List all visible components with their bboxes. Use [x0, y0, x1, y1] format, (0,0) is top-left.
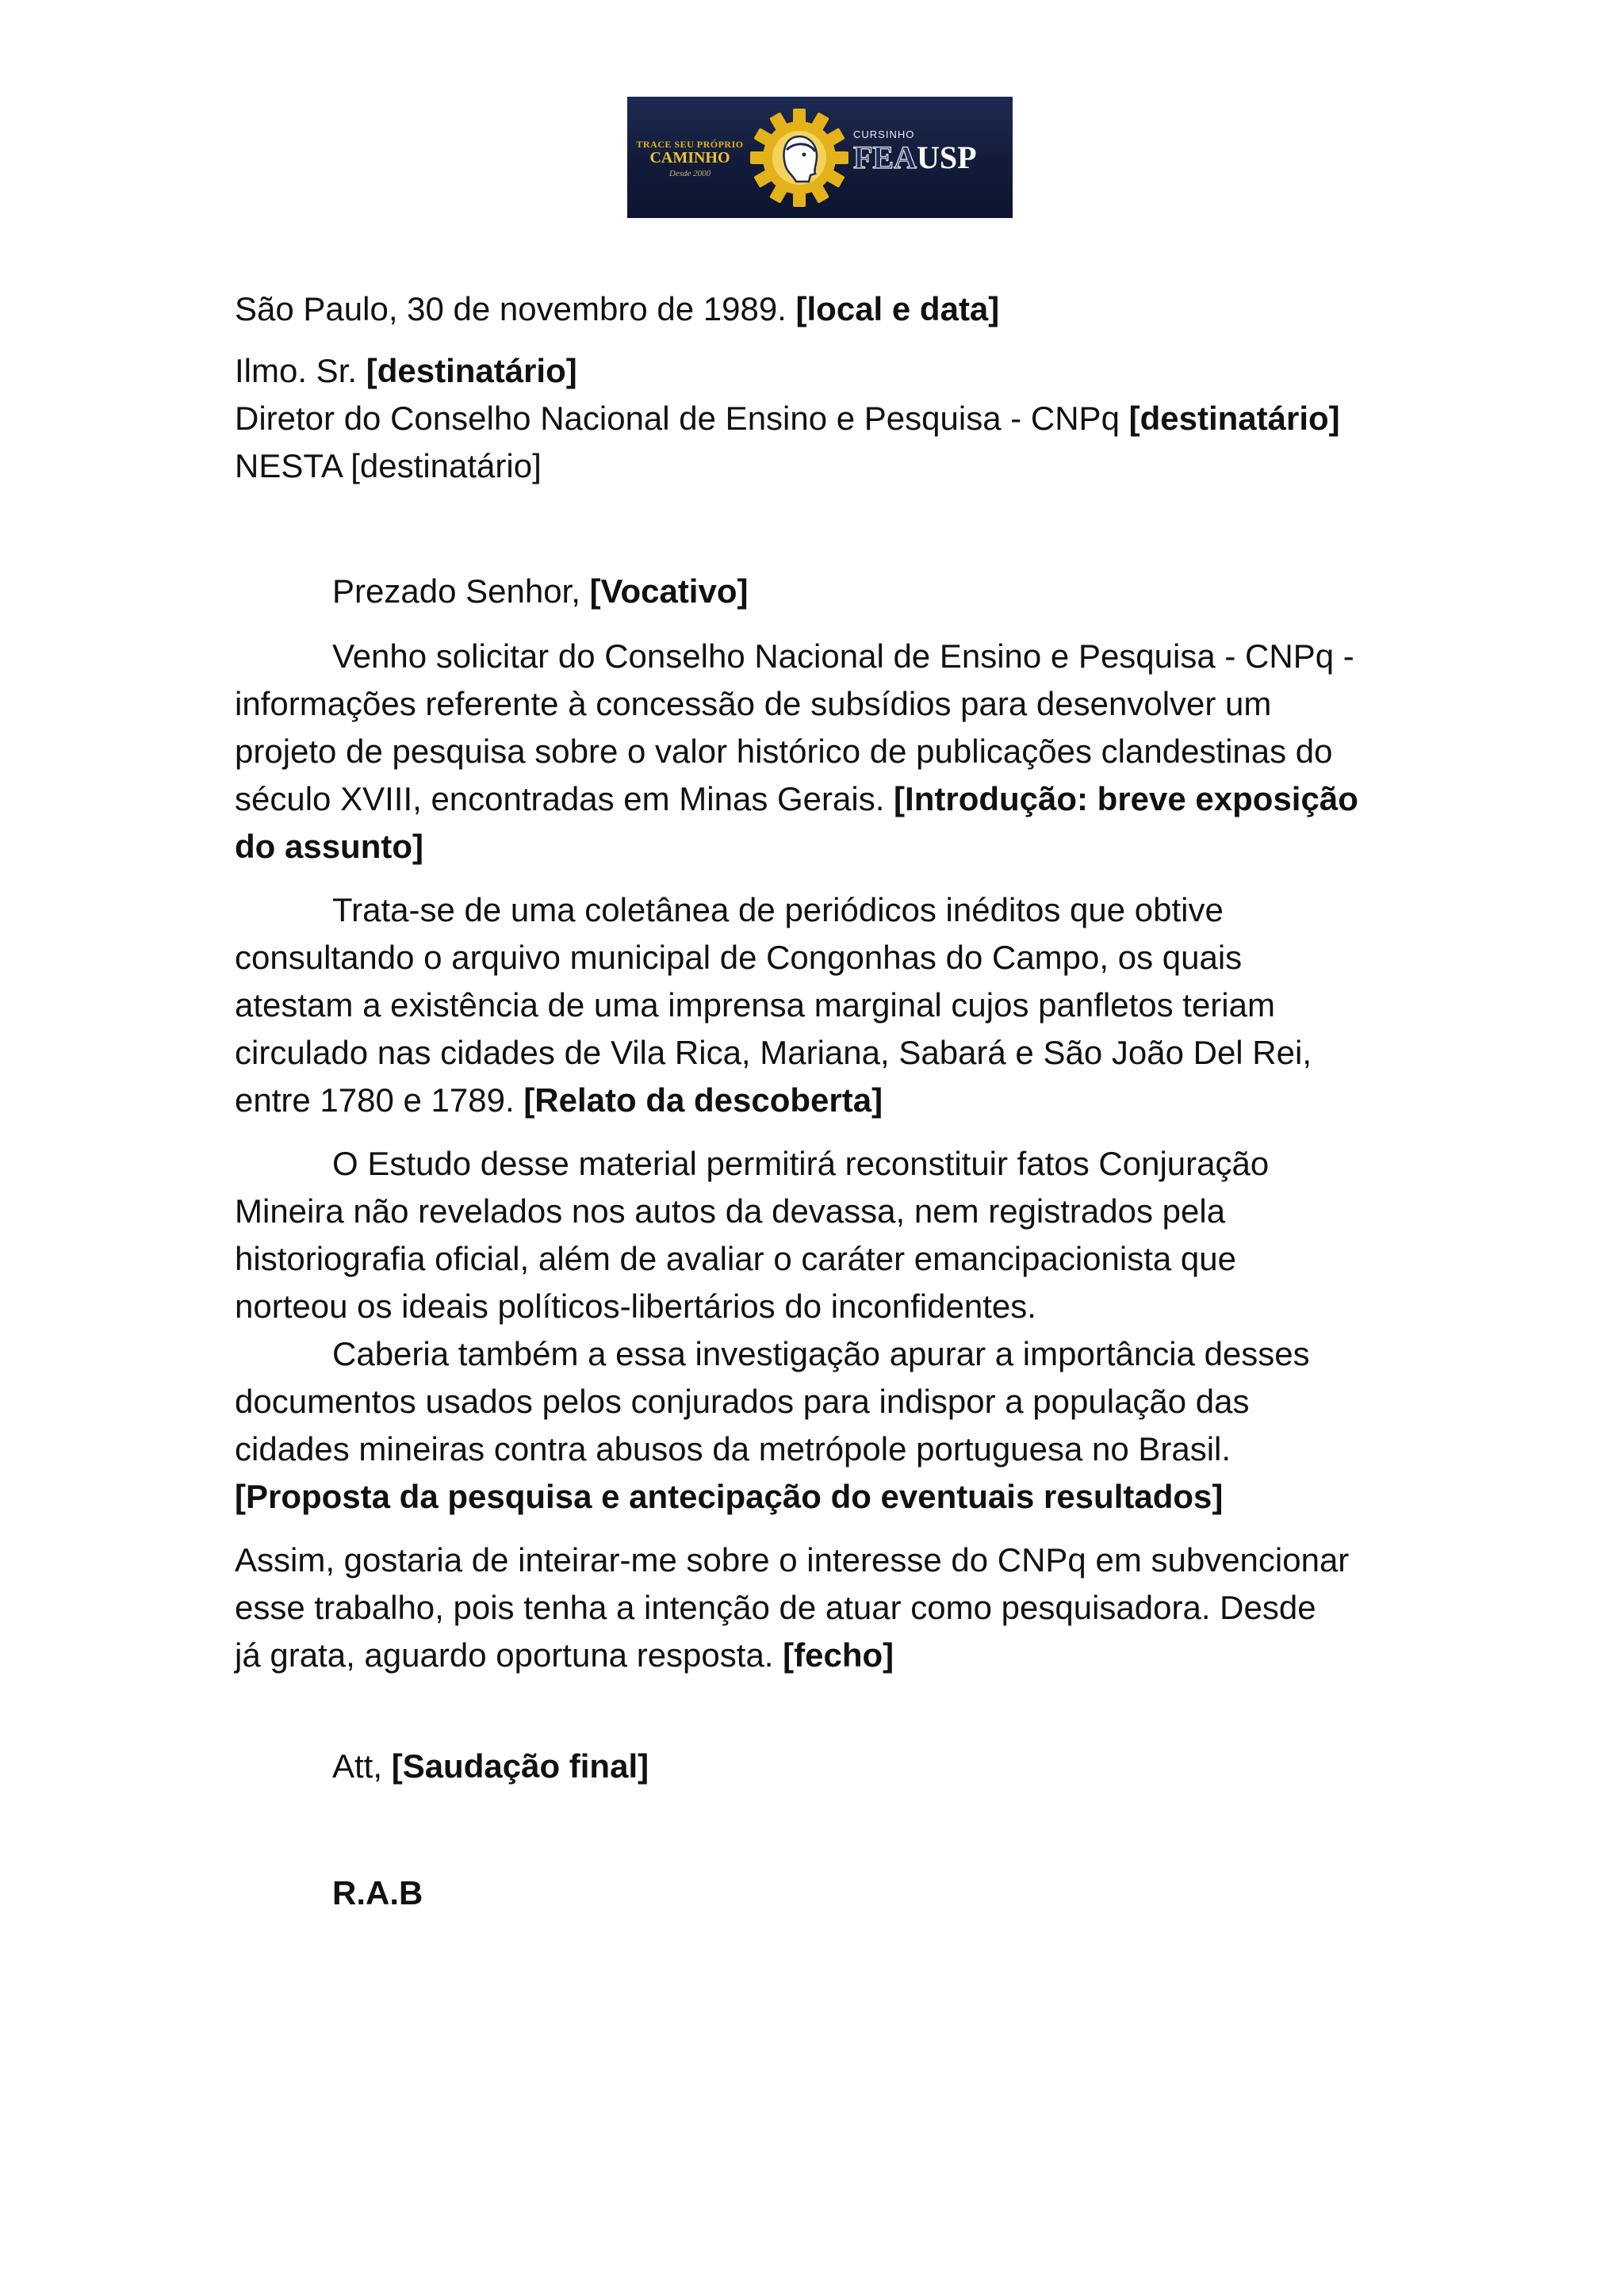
recipient-position: Diretor do Conselho Nacional de Ensino e Pesquisa - CNPq — [235, 400, 1120, 437]
discovery-tag: [Relato da descoberta] — [523, 1081, 883, 1119]
farewell-text: Att, — [332, 1747, 383, 1785]
intro-tag-part-1: [Introdução: breve exposição — [894, 780, 1358, 817]
date-text: São Paulo, 30 de novembro de 1989. — [235, 290, 787, 327]
discovery-line-4: circulado nas cidades de Vila Rica, Mariana, Sabará e São João Del Rei, — [235, 1034, 1312, 1071]
discovery-line-2: consultando o arquivo municipal de Congonhas do Campo, os quais — [235, 939, 1243, 976]
vocative-line — [332, 568, 1522, 615]
closing-line-3 — [235, 1632, 1424, 1679]
logo-brand-cursinho: CURSINHO — [853, 128, 915, 140]
recipient-line-2 — [235, 395, 1424, 442]
study-line-1: O Estudo desse material permitirá reconstituir fatos Conjuração — [332, 1145, 1270, 1182]
study-line-4: norteou os ideais políticos-libertários do inconfidentes. — [235, 1288, 1036, 1325]
discovery-line-5-text: entre 1780 e 1789. — [235, 1081, 515, 1119]
intro-line-3: projeto de pesquisa sobre o valor histórico de publicações clandestinas do — [235, 733, 1333, 770]
cursinho-feausp-logo — [627, 97, 1013, 218]
discovery-line-5 — [235, 1077, 1424, 1124]
intro-line-4-text: século XVIII, encontradas em Minas Gerais. — [235, 780, 885, 817]
logo-tagline-line1: TRACE SEU PRÓPRIO — [636, 139, 744, 150]
investigation-line-1: Caberia também a essa investigação apurar a importância desses — [332, 1335, 1310, 1372]
logo-brand-name — [853, 142, 1012, 174]
logo-tagline-line2: CAMINHO — [649, 148, 730, 166]
discovery-line-3: atestam a existência de uma imprensa marginal cujos panfletos teriam — [235, 986, 1275, 1024]
recipient-tag-1: [destinatário] — [366, 352, 577, 389]
intro-line-2: informações referente à concessão de subsídios para desenvolver um — [235, 685, 1272, 722]
logo-brand — [853, 128, 1012, 174]
intro-tag-part-2: do assunto] — [235, 828, 423, 865]
signature: R.A.B — [332, 1874, 423, 1911]
date-line — [235, 285, 1424, 333]
logo-brand-fea: FEA — [853, 140, 917, 175]
intro-line-4 — [235, 775, 1424, 823]
study-line-2: Mineira não revelados nos autos da devassa, nem registrados pela — [235, 1192, 1226, 1230]
date-tag: [local e data] — [795, 290, 1000, 327]
closing-line-1: Assim, gostaria de inteirar-me sobre o interesse do CNPq em subvencionar — [235, 1541, 1350, 1578]
recipient-title: Ilmo. Sr. — [235, 352, 358, 389]
closing-line-3-text: já grata, aguardo oportuna resposta. — [235, 1636, 774, 1674]
farewell-line — [332, 1743, 1522, 1790]
study-line-3: historiografia oficial, além de avaliar o caráter emancipacionista que — [235, 1240, 1236, 1277]
vocative-tag: [Vocativo] — [589, 572, 749, 610]
intro-line-1: Venho solicitar do Conselho Nacional de Ensino e Pesquisa - CNPq - — [332, 637, 1354, 675]
recipient-tag-2: [destinatário] — [1128, 400, 1340, 437]
logo-tagline — [630, 140, 749, 178]
logo-brand-usp: USP — [917, 140, 977, 175]
investigation-tag: [Proposta da pesquisa e antecipação do eventuais resultados] — [235, 1478, 1224, 1515]
farewell-tag: [Saudação final] — [391, 1747, 649, 1785]
logo-tagline-line3: Desde 2000 — [668, 168, 711, 178]
closing-line-2: esse trabalho, pois tenha a intenção de atuar como pesquisadora. Desde — [235, 1589, 1316, 1626]
investigation-line-3: cidades mineiras contra abusos da metrópole portuguesa no Brasil. — [235, 1430, 1231, 1468]
discovery-line-1: Trata-se de uma coletânea de periódicos inéditos que obtive — [332, 891, 1224, 928]
investigation-line-2: documentos usados pelos conjurados para indispor a população das — [235, 1383, 1250, 1420]
gear-head-icon — [749, 108, 849, 208]
recipient-line-1 — [235, 347, 1424, 395]
closing-tag: [fecho] — [783, 1636, 894, 1674]
recipient-line-3: NESTA [destinatário] — [235, 447, 542, 484]
vocative-text: Prezado Senhor, — [332, 572, 580, 610]
